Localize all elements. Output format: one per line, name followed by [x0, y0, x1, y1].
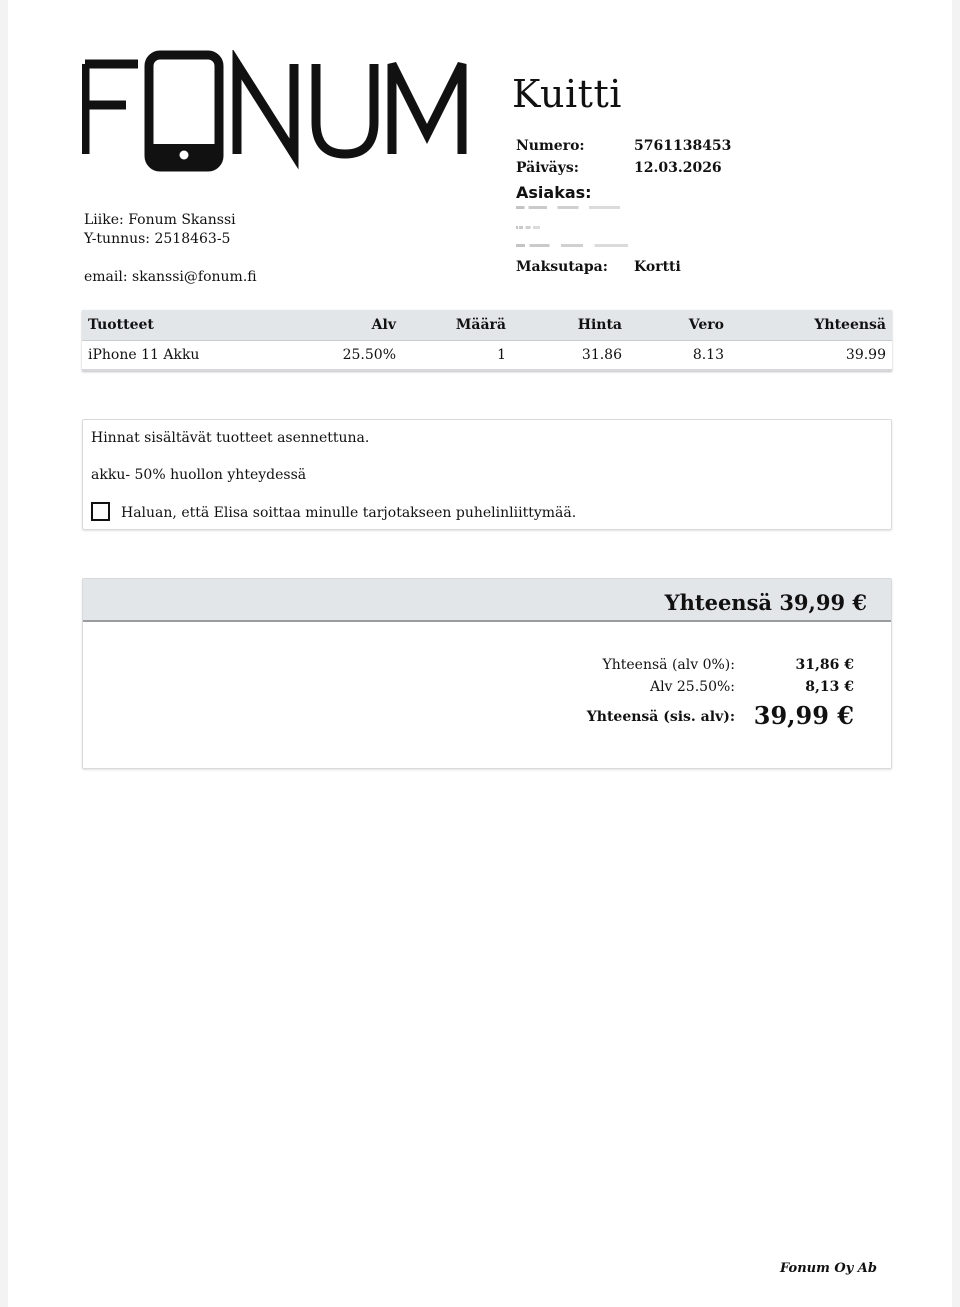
notes-box [82, 419, 892, 530]
footer-company: Fonum Oy Ab [780, 1261, 877, 1276]
store-name: Liike: Fonum Skanssi [84, 212, 236, 228]
customer-redacted-line [516, 226, 540, 229]
column-header-tax: Vero [628, 310, 730, 341]
items-table-header [82, 310, 892, 341]
gross-total-label: Yhteensä (sis. alv): [586, 709, 735, 725]
note-battery-discount: akku- 50% huollon yhteydessä [91, 467, 307, 483]
customer-label: Asiakas: [516, 183, 592, 202]
column-header-total: Yhteensä [730, 310, 892, 341]
receipt-number-value: 5761138453 [634, 138, 732, 154]
net-total-label: Yhteensä (alv 0%): [602, 657, 735, 673]
note-installed-prices: Hinnat sisältävät tuotteet asennettuna. [91, 430, 370, 446]
payment-method-value: Kortti [634, 259, 681, 275]
column-header-products: Tuotteet [82, 310, 322, 341]
payment-method-label: Maksutapa: [516, 259, 608, 275]
net-total-value: 31,86 € [795, 657, 854, 673]
elisa-consent-checkbox[interactable] [91, 502, 110, 521]
receipt-date-value: 12.03.2026 [634, 160, 722, 176]
store-business-id: Y-tunnus: 2518463-5 [84, 231, 231, 247]
column-header-price: Hinta [512, 310, 628, 341]
gross-total-value: 39,99 € [753, 701, 854, 730]
column-header-quantity: Määrä [402, 310, 512, 341]
items-table [82, 310, 892, 371]
vat-total-value: 8,13 € [805, 679, 854, 695]
cell-product: iPhone 11 Akku [82, 341, 322, 371]
cell-tax: 8.13 [628, 341, 730, 371]
elisa-consent-label: Haluan, että Elisa soittaa minulle tarjotakseen puhelinliittymää. [121, 505, 577, 521]
cell-vat: 25.50% [322, 341, 402, 371]
receipt-number-label: Numero: [516, 138, 585, 154]
fonum-logo [82, 50, 468, 174]
customer-redacted-line [516, 206, 620, 209]
receipt-page [8, 0, 952, 1307]
customer-redacted-line [516, 244, 628, 247]
totals-header-text: Yhteensä 39,99 € [664, 590, 867, 615]
column-header-vat: Alv [322, 310, 402, 341]
totals-box [82, 578, 892, 769]
store-email: email: skanssi@fonum.fi [84, 269, 257, 285]
table-row [82, 341, 892, 371]
receipt-date-label: Päiväys: [516, 160, 579, 176]
cell-quantity: 1 [402, 341, 512, 371]
totals-header [83, 579, 891, 622]
cell-total: 39.99 [730, 341, 892, 371]
receipt-title: Kuitti [512, 72, 622, 116]
vat-total-label: Alv 25.50%: [649, 679, 735, 695]
cell-price: 31.86 [512, 341, 628, 371]
